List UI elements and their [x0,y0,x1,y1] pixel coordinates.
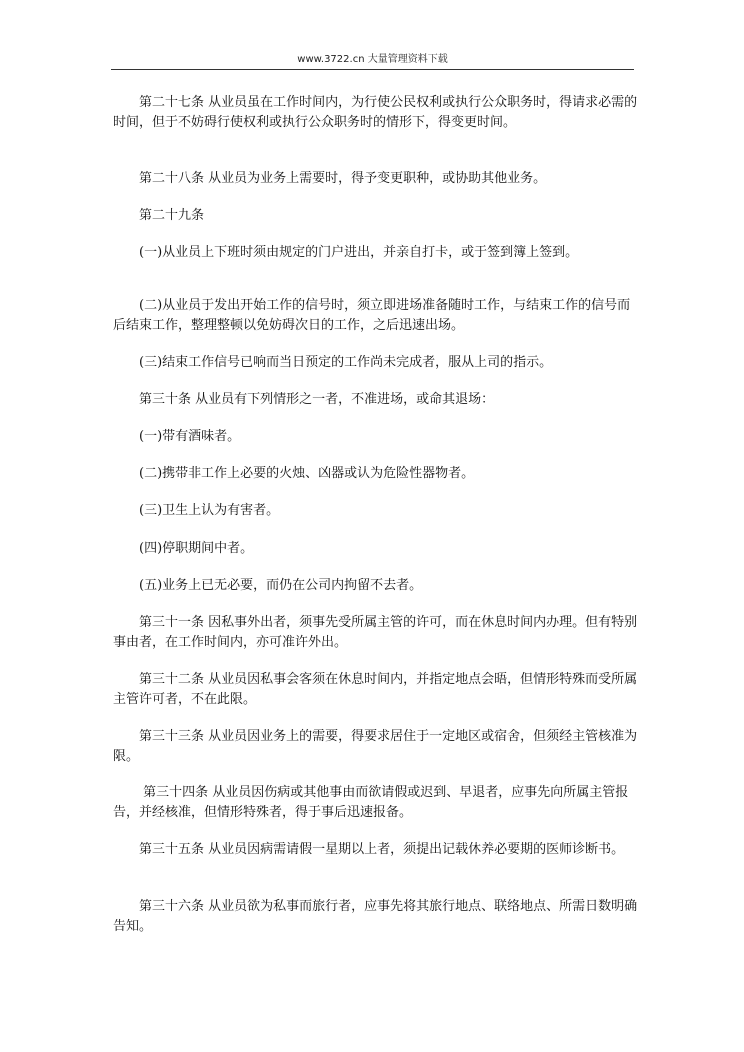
article-29-item-3: (三)结束工作信号已响而当日预定的工作尚未完成者，服从上司的指示。 [113,355,553,370]
article-27: 第二十七条 从业员虽在工作时间内，为行使公民权利或执行公众职务时，得请求必需的时间，但于不妨碍行使权利或执行公众职务时的情形下，得变更时间。 [113,95,638,130]
article-30-item-1: (一)带有酒味者。 [113,429,241,444]
article-30-item-4: (四)停职期间中者。 [113,541,254,556]
article-36: 第三十六条 从业员欲为私事而旅行者，应事先将其旅行地点、联络地点、所需日数明确告知。 [113,899,638,934]
article-30-item-2: (二)携带非工作上必要的火烛、凶器或认为危险性器物者。 [113,466,475,481]
article-30: 第三十条 从业员有下列情形之一者，不准进场，或命其退场： [113,392,495,407]
article-34: 第三十四条 从业员因伤病或其他事由而欲请假或迟到、早退者，应事先向所属主管报告，并经核准，但情形特殊者，得于事后迅速报备。 [113,785,629,820]
article-29: 第二十九条 [113,208,205,223]
article-30-item-3: (三)卫生上认为有害者。 [113,503,280,518]
article-28: 第二十八条 从业员为业务上需要时，得予变更职种，或协助其他业务。 [113,171,547,186]
article-35: 第三十五条 从业员因病需请假一星期以上者，须提出记载休养必要期的医师诊断书。 [113,842,625,857]
header-divider [111,69,634,70]
article-30-item-5: (五)业务上已无必要，而仍在公司内拘留不去者。 [113,578,423,593]
article-31: 第三十一条 因私事外出者，须事先受所属主管的许可，而在休息时间内办理。但有特别事由者，在工作时间内，亦可准许外出。 [113,615,638,650]
article-29-item-1: (一)从业员上下班时须由规定的门户进出，并亲自打卡，或于签到簿上签到。 [113,245,579,260]
article-32: 第三十二条 从业员因私事会客须在休息时间内，并指定地点会晤，但情形特殊而受所属主管许可者，不在此限。 [113,672,638,707]
page-header: www.3722.cn 大量管理资料下载 [297,54,448,65]
article-29-item-2: (二)从业员于发出开始工作的信号时，须立即进场准备随时工作，与结束工作的信号而后结束工作，整理整顿以免妨碍次日的工作，之后迅速出场。 [113,298,631,333]
article-33: 第三十三条 从业员因业务上的需要，得要求居住于一定地区或宿舍，但须经主管核准为限。 [113,729,638,764]
